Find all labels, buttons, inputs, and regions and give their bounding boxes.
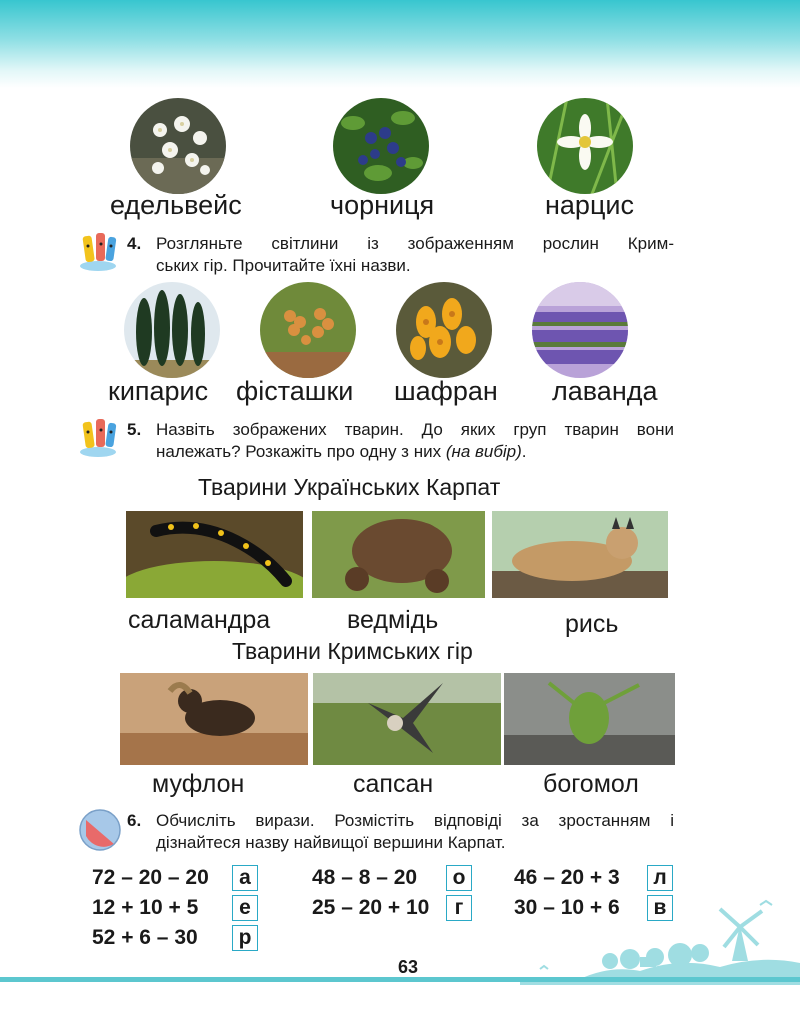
expression: 30 – 10 + 6 (514, 896, 620, 919)
task-6-line1: Обчисліть вирази. Розмістіть відповіді за зростанням і (156, 811, 674, 830)
task-6-number: 6. (127, 811, 142, 830)
plant-label-saffron: шафран (394, 376, 498, 406)
animal-label-mantis: богомол (543, 770, 639, 798)
task-5-number: 5. (127, 420, 142, 439)
blueberry-photo (333, 98, 429, 194)
animal-label-falcon: сапсан (353, 770, 434, 798)
bear-photo (312, 511, 485, 598)
answer-letter-box: в (647, 895, 673, 921)
task-4-number: 4. (127, 234, 142, 253)
plant-label-lavender: лаванда (552, 376, 658, 406)
pistachio-photo (260, 282, 356, 378)
cypress-photo (124, 282, 220, 378)
answer-letter-box: а (232, 865, 258, 891)
animal-label-lynx: рись (565, 610, 619, 638)
falcon-photo (313, 673, 501, 765)
mouflon-photo (120, 673, 308, 765)
answer-letter-box: р (232, 925, 258, 951)
edelweiss-photo (130, 98, 226, 194)
task-5-line2-italic: (на вибір) (445, 442, 522, 461)
task-4-line1: Розгляньте світлини із зображенням рослин Крим- (156, 234, 674, 253)
expression: 72 – 20 – 20 (92, 866, 209, 889)
header-band (0, 0, 800, 88)
plant-label-cypress: кипарис (108, 376, 209, 406)
salamander-photo (126, 511, 303, 598)
animal-label-bear: ведмідь (347, 606, 439, 634)
lavender-photo (532, 282, 628, 378)
pencils-icon (76, 414, 120, 463)
plant-label-edelweiss: едельвейс (110, 190, 242, 220)
saffron-photo (396, 282, 492, 378)
answer-letter-box: г (446, 895, 472, 921)
plant-label-blueberry: чорниця (330, 190, 435, 220)
expression: 46 – 20 + 3 (514, 866, 620, 889)
lynx-photo (492, 511, 668, 598)
eraser-icon (78, 808, 122, 857)
plant-label-pistachio: фісташки (236, 376, 354, 406)
crimea-title: Тварини Кримських гір (232, 638, 473, 664)
answer-letter-box: о (446, 865, 472, 891)
expression: 12 + 10 + 5 (92, 896, 199, 919)
task-5-line2 (156, 441, 527, 462)
task-5-line1: Назвіть зображених тварин. До яких груп тварин вони (156, 420, 674, 439)
answer-letter-box: л (647, 865, 673, 891)
task-5-line2-end: . (521, 442, 527, 461)
page-number: 63 (398, 957, 419, 977)
pencils-icon (76, 228, 120, 277)
plant-label-narcissus: нарцис (545, 190, 634, 220)
expression: 25 – 20 + 10 (312, 896, 430, 919)
mantis-photo (504, 673, 675, 765)
task-6-line2: дізнайтеся назву найвищої вершини Карпат. (156, 833, 506, 852)
animal-label-mouflon: муфлон (152, 770, 245, 798)
expression: 52 + 6 – 30 (92, 926, 198, 949)
narcissus-photo (537, 98, 633, 194)
animal-label-salamander: саламандра (128, 606, 271, 634)
carpathians-title: Тварини Українських Карпат (198, 474, 501, 500)
task-4-line2: ських гір. Прочитайте їхні назви. (156, 256, 411, 275)
windmill-landscape-icon (520, 895, 800, 990)
answer-letter-box: е (232, 895, 258, 921)
expression: 48 – 8 – 20 (312, 866, 418, 889)
task-5-line2-text: належать? Розкажіть про одну з них (156, 442, 446, 461)
